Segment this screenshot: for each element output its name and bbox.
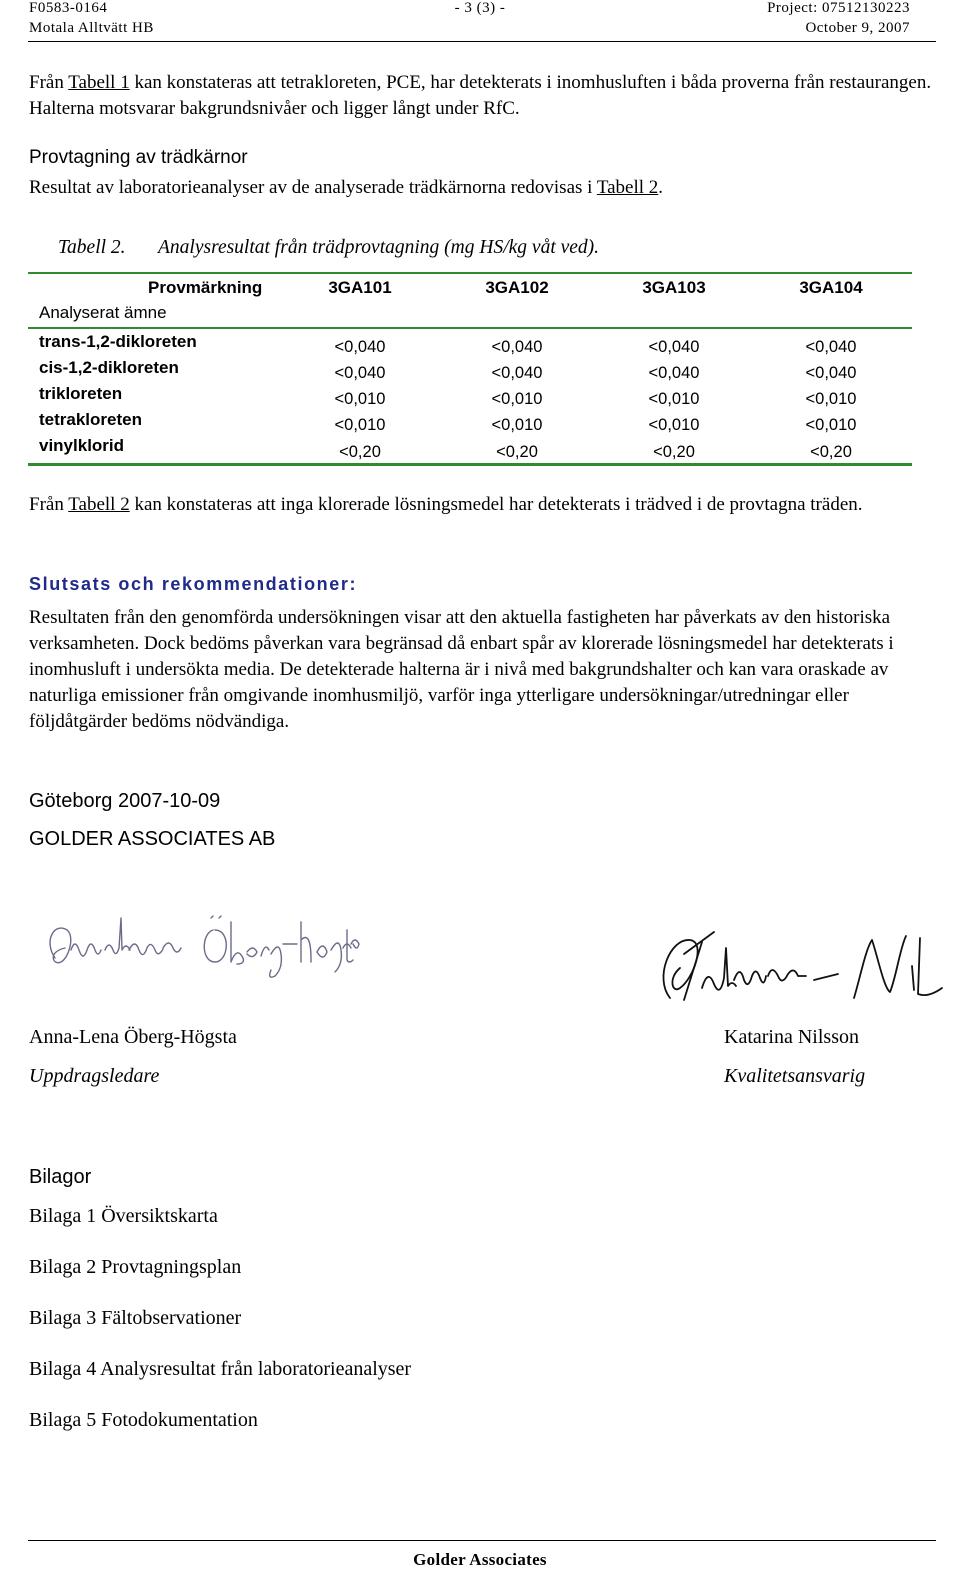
footer-divider (28, 1540, 936, 1541)
header-divider (28, 41, 936, 42)
table-cell: <0,040 (491, 338, 543, 356)
company-name: Motala Alltvätt HB (29, 20, 154, 36)
after-table-text-a: Från (29, 494, 69, 515)
table-header-rule (28, 327, 912, 329)
signer-1-name: Anna-Lena Öberg-Högsta (29, 1026, 237, 1048)
table-cell: <0,040 (491, 364, 543, 382)
table-cell: <0,040 (334, 364, 386, 382)
signature-anna-lena (25, 900, 365, 990)
footer-brand: Golder Associates (413, 1550, 547, 1569)
table-caption (58, 237, 599, 259)
table-cell: <0,010 (334, 416, 386, 434)
attachment-item: Bilaga 3 Fältobservationer (29, 1307, 242, 1329)
row-label: tetrakloreten (39, 410, 142, 429)
tree-text-b: . (658, 177, 664, 198)
row-label: trikloreten (39, 384, 123, 403)
table-caption-text: Analysresultat från trädprovtagning (mg HS/kg våt ved). (158, 237, 600, 258)
signer-1-role: Uppdragsledare (29, 1065, 160, 1087)
row-label: vinylklorid (39, 436, 125, 455)
attachment-item: Bilaga 1 Översiktskarta (29, 1205, 218, 1227)
table-1-link[interactable]: Tabell 1 (68, 72, 130, 93)
document-date: October 9, 2007 (805, 20, 910, 36)
page-number: - 3 (3) - (454, 0, 506, 16)
table-cell: <0,040 (805, 364, 857, 382)
attachment-item: Bilaga 5 Fotodokumentation (29, 1409, 258, 1431)
header-sample-label: Provmärkning (148, 278, 263, 297)
conclusion-heading: Slutsats och rekommendationer: (29, 574, 358, 594)
attachment-item: Bilaga 4 Analysresultat från laboratorieanalyser (29, 1358, 412, 1380)
table-cell: <0,010 (648, 416, 700, 434)
after-table-text-b: kan konstateras att inga klorerade lösningsmedel har detekterats i trädved i de provtagna träden. (129, 494, 863, 515)
header-substance-label: Analyserat ämne (39, 303, 167, 322)
table-cell: <0,010 (648, 390, 700, 408)
table-cell: <0,040 (648, 338, 700, 356)
table-top-rule (28, 272, 912, 274)
project-number: Project: 07512130223 (767, 0, 910, 16)
table-cell: <0,010 (491, 416, 543, 434)
table-cell: <0,010 (805, 390, 857, 408)
tree-text-a: Resultat av laboratorieanalyser av de analyserade trädkärnorna redovisas i (29, 177, 597, 198)
attachments-heading: Bilagor (29, 1166, 92, 1188)
table-cell: <0,20 (653, 443, 695, 461)
intro-text-b: kan konstateras att tetrakloreten, PCE, har detekterats i inomhusluften i båda proverna från restaurangen. Halterna motsvarar bakgrundsnivåer och ligger långt under RfC. (29, 72, 932, 119)
table-cell: <0,040 (805, 338, 857, 356)
attachment-item: Bilaga 2 Provtagningsplan (29, 1256, 242, 1278)
column-header: 3GA104 (799, 278, 863, 297)
signer-2-name: Katarina Nilsson (724, 1026, 859, 1048)
table-cell: <0,040 (334, 338, 386, 356)
after-table-paragraph (29, 492, 934, 518)
document-id: F0583-0164 (29, 0, 108, 16)
intro-paragraph (29, 70, 934, 122)
table-cell: <0,010 (334, 390, 386, 408)
table-caption-label: Tabell 2. (58, 237, 126, 258)
column-header: 3GA102 (485, 278, 549, 297)
table-cell: <0,20 (810, 443, 852, 461)
intro-text-a: Från (29, 72, 69, 93)
signature-katarina (650, 918, 950, 1018)
column-header: 3GA103 (642, 278, 706, 297)
table-cell: <0,20 (496, 443, 538, 461)
column-header: 3GA101 (328, 278, 392, 297)
table-cell: <0,040 (648, 364, 700, 382)
row-label: cis-1,2-dikloreten (39, 358, 179, 377)
row-label: trans-1,2-dikloreten (39, 332, 197, 351)
table-2-link[interactable]: Tabell 2 (596, 177, 659, 198)
table-bottom-rule (28, 463, 912, 466)
table-cell: <0,010 (805, 416, 857, 434)
conclusion-paragraph: Resultaten från den genomförda undersökningen visar att den aktuella fastigheten har påverkats av den historiska verksamheten. Dock bedöms påverkan vara begränsad då enbart spår av klorerade lösningsmedel har detekterats i inomhusluft i undersökta media. De detekterade halterna är i nivå med bakgrundshalter och kan vara oraskade av naturliga emissioner från omgivande inomhusmiljö, varför inga ytterligare undersökningar/utredningar eller följdåtgärder bedöms nödvändiga. (29, 607, 894, 732)
table-cell: <0,010 (491, 390, 543, 408)
table-cell: <0,20 (339, 443, 381, 461)
tree-paragraph (29, 175, 934, 201)
signer-2-role: Kvalitetsansvarig (724, 1065, 866, 1087)
table-2-link[interactable]: Tabell 2 (68, 494, 130, 515)
section-heading-tree: Provtagning av trädkärnor (29, 147, 248, 168)
company-signoff: GOLDER ASSOCIATES AB (29, 828, 276, 850)
place-date: Göteborg 2007-10-09 (29, 790, 221, 812)
